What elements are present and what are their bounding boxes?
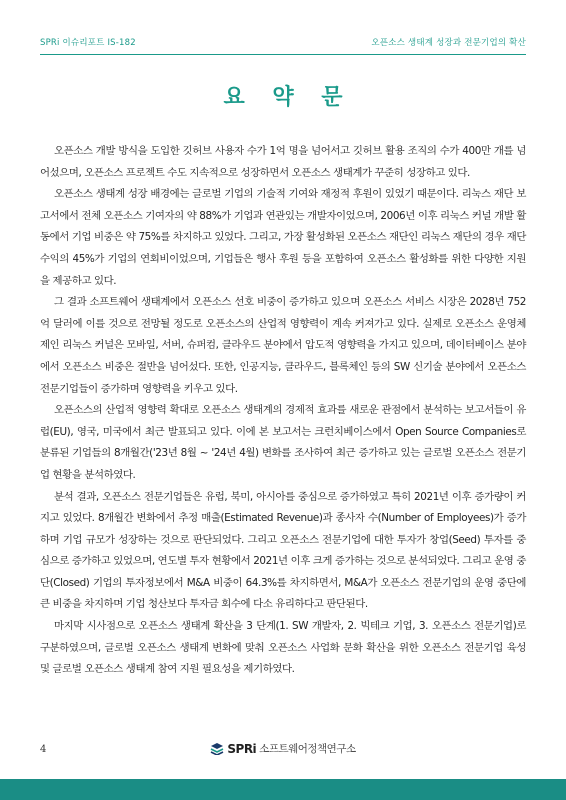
summary-paragraph: 오픈소스의 산업적 영향력 확대로 오픈소스 생태계의 경제적 효과를 새로운 관점에서 분석하는 보고서들이 유럽(EU), 영국, 미국에서 최근 발표되고 있다. 이에 본 보고서는 크런치베이스에서 Open Source Companies로 분류된 기업들의 8개월간('23년 8월 ~ '24년 4월) 변화를 조사하여 최근 증가하고 있는 글로벌 오픈소스 전문기업 현황을 분석하였다.: [40, 404, 526, 481]
summary-paragraph: 오픈소스 개발 방식을 도입한 깃허브 사용자 수가 1억 명을 넘어서고 깃허브 활용 조직의 수가 400만 개를 넘어섰으며, 오픈소스 프로젝트 수도 지속적으로 성장하면서 오픈소스 생태계가 꾸준히 성장하고 있다.: [40, 145, 526, 179]
summary-paragraph: 오픈소스 생태계 성장 배경에는 글로벌 기업의 기술적 기여와 재정적 후원이 있었기 때문이다. 리눅스 재단 보고서에서 전체 오픈소스 기여자의 약 88%가 기업과 연관있는 개발자이었으며, 2006년 이후 리눅스 커널 개발 활동에서 기업 비중은 약 75%를 차지하고 있었다. 그리고, 가장 활성화된 오픈소스 재단인 리눅스 재단의 경우 재단 수익의 45%가 기업의 연회비이었으며, 기업들은 행사 후원 등을 포함하여 오픈소스 활성화를 위한 다양한 지원을 제공하고 있다.: [40, 188, 526, 287]
logo-organization: 소프트웨어정책연구소: [259, 743, 356, 755]
summary-paragraph: 마지막 시사점으로 오픈소스 생태계 확산을 3 단계(1. SW 개발자, 2. 빅테크 기업, 3. 오픈소스 전문기업)로 구분하였으며, 글로벌 오픈소스 생태계 변화에 맞춰 오픈소스 사업화 문화 확산을 위한 오픈소스 전문기업 육성 및 글로벌 오픈소스 생태계 참여 지원 필요성을 제기하였다.: [40, 620, 526, 676]
header-divider: [40, 54, 526, 55]
summary-paragraph: 분석 결과, 오픈소스 전문기업들은 유럽, 북미, 아시아를 중심으로 증가하였고 특히 2021년 이후 증가량이 커지고 있었다. 8개월간 변화에서 추정 매출(Estimated Revenue)과 종사자 수(Number of Employees)가 증가하며 기업 규모가 성장하는 것으로 판단되었다. 그리고 오픈소스 전문기업에 대한 투자가 창업(Seed) 투자를 중심으로 증가하고 있었으며, 연도별 투자 현황에서 2021년 이후 크게 증가하는 것으로 분석되었다. 그리고 운영 중단(Closed) 기업의 투자정보에서 M&A 비중이 64.3%를 차지하면서, M&A가 오픈소스 전문기업의 운영 중단에 큰 비중을 차지하며 기업 청산보다 투자금 회수에 다소 유리하다고 판단된다.: [40, 490, 526, 611]
footer-logo: [0, 741, 566, 756]
page-number: 4: [40, 744, 47, 755]
header-report-title: 오픈소스 생태계 성장과 전문기업의 확산: [371, 38, 526, 48]
summary-body: [40, 141, 526, 681]
spri-logo-icon: [210, 743, 224, 755]
page-header: [40, 36, 526, 48]
page-title: 요 약 문: [223, 85, 353, 110]
header-report-id: SPRi 이슈리포트 IS-182: [40, 38, 136, 48]
summary-paragraph: 그 결과 소프트웨어 생태계에서 오픈소스 선호 비중이 증가하고 있으며 오픈소스 서비스 시장은 2028년 752억 달러에 이를 것으로 전망될 정도로 오픈소스의 산업적 영향력이 계속 커져가고 있다. 실제로 오픈소스 운영체제인 리눅스 커널은 모바일, 서버, 슈퍼컴, 클라우드 분야에서 압도적 영향력을 가지고 있으며, 데이터베이스 분야에서 오픈소스 비중은 절반을 넘어섰다. 또한, 인공지능, 클라우드, 블록체인 등의 SW 신기술 분야에서 오픈소스 전문기업들이 증가하며 영향력을 키우고 있다.: [40, 296, 526, 395]
logo-brand: SPRi: [227, 741, 257, 756]
footer-band: [0, 779, 566, 800]
